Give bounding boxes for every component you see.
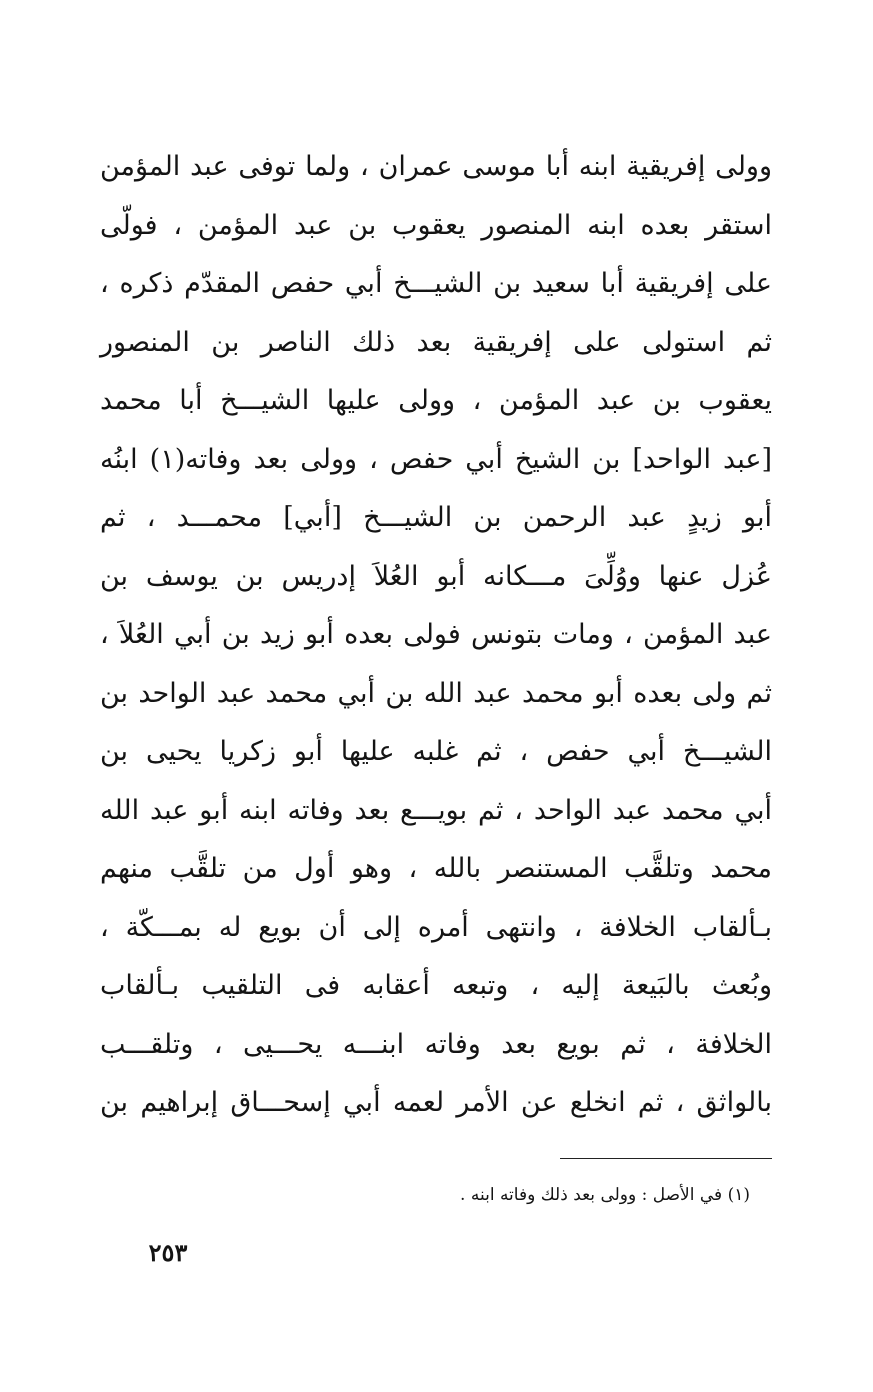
- text-line: ثم استولى على إفريقية بعد ذلك الناصر بن المنصور: [100, 326, 772, 358]
- text-line: ثم ولى بعده أبو محمد عبد الله بن أبي محمد عبد الواحد بن: [100, 677, 772, 709]
- text-line: أبو زيدٍ عبد الرحمن بن الشيـــخ [أبي] محمـــد ، ثم: [100, 502, 772, 533]
- text-line: وولى إفريقية ابنه أبا موسى عمران ، ولما توفى عبد المؤمن: [100, 151, 772, 182]
- text-line: أبي محمد عبد الواحد ، ثم بويـــع بعد وفاته ابنه أبو عبد الله: [100, 794, 772, 826]
- text-line: بالواثق ، ثم انخلع عن الأمر لعمه أبي إسحـــاق إبراهيم بن: [100, 1087, 772, 1118]
- text-line: استقر بعده ابنه المنصور يعقوب بن عبد المؤمن ، فولّى: [100, 209, 772, 241]
- text-line: [عبد الواحد] بن الشيخ أبي حفص ، وولى بعد وفاته(١) ابنُه: [100, 443, 772, 475]
- text-line: على إفريقية أبا سعيد بن الشيـــخ أبي حفص المقدّم ذكره ،: [100, 268, 772, 299]
- footnote-divider: [560, 1158, 772, 1159]
- text-line: يعقوب بن عبد المؤمن ، وولى عليها الشيـــخ أبا محمد: [100, 385, 772, 416]
- text-line: الخلافة ، ثم بويع بعد وفاته ابنـــه يحـــيى ، وتلقـــب: [100, 1028, 772, 1060]
- text-line: بـألقاب الخلافة ، وانتهى أمره إلى أن بويع له بمـــكّة ،: [100, 911, 772, 943]
- text-line: عُزل عنها ووُلِّىَ مـــكانه أبو العُلاَ إدريس بن يوسف بن: [100, 560, 772, 592]
- text-line: عبد المؤمن ، ومات بتونس فولى بعده أبو زيد بن أبي العُلاَ ،: [100, 619, 772, 650]
- text-line: الشيـــخ أبي حفص ، ثم غلبه عليها أبو زكريا يحيى بن: [100, 736, 772, 767]
- text-line: وبُعث بالبَيعة إليه ، وتبعه أعقابه فى التلقيب بـألقاب: [100, 970, 772, 1001]
- page-number: ٢٥٣: [148, 1238, 188, 1267]
- main-text: [100, 138, 772, 1133]
- text-line: محمد وتلقَّب المستنصر بالله ، وهو أول من تلقَّب منهم: [100, 853, 772, 884]
- footnote: (١) في الأصل : وولى بعد ذلك وفاته ابنه .: [460, 1185, 750, 1205]
